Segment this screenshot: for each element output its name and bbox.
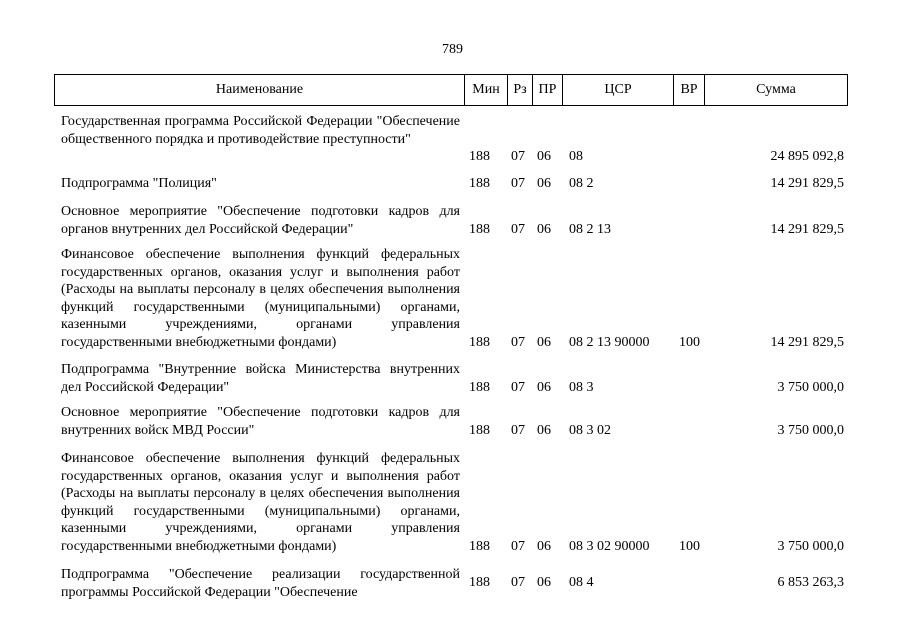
table-header — [54, 74, 848, 106]
row-name: Подпрограмма "Внутренние войска Министерства внутренних дел Российской Федерации" — [61, 362, 460, 395]
row-rz: 07 — [511, 538, 525, 554]
row-min: 188 — [469, 538, 490, 554]
row-min: 188 — [469, 575, 490, 590]
row-csr: 08 4 — [569, 575, 594, 590]
row-rz: 07 — [511, 176, 525, 191]
row-csr: 08 3 02 — [569, 422, 611, 438]
row-name: Финансовое обеспечение выполнения функций федеральных государственных органов, оказания услуг и выполнения работ (Расходы на выплаты персоналу в целях обеспечения выполнения функций государственными (муниципальными) органами, казенными учреждениями, органами управления государственными внебюджетными фондами) — [61, 451, 460, 554]
page-number: 789 — [442, 42, 463, 57]
row-csr: 08 2 — [569, 176, 594, 191]
row-sum: 3 750 000,0 — [777, 538, 844, 554]
header-name: Наименование — [55, 75, 465, 105]
row-pr: 06 — [537, 334, 551, 350]
row-rz: 07 — [511, 221, 525, 237]
row-name: Основное мероприятие "Обеспечение подготовки кадров для внутренних войск МВД России" — [61, 405, 460, 438]
row-sum: 14 291 829,5 — [770, 221, 844, 237]
row-sum: 14 291 829,5 — [770, 176, 844, 191]
row-min: 188 — [469, 221, 490, 237]
header-vr: ВР — [674, 75, 705, 105]
row-rz: 07 — [511, 575, 525, 590]
row-sum: 14 291 829,5 — [770, 334, 844, 350]
row-rz: 07 — [511, 422, 525, 438]
row-csr: 08 3 02 90000 — [569, 538, 650, 554]
row-min: 188 — [469, 149, 490, 164]
header-sum: Сумма — [756, 82, 796, 97]
row-pr: 06 — [537, 379, 551, 395]
header-rz: Рз — [508, 75, 533, 105]
row-name: Государственная программа Российской Федерации "Обеспечение общественного порядка и противодействие преступности" — [61, 114, 460, 147]
row-name: Подпрограмма "Обеспечение реализации государственной программы Российской Федерации "Обеспечение — [61, 567, 460, 600]
row-pr: 06 — [537, 149, 551, 164]
row-name: Финансовое обеспечение выполнения функций федеральных государственных органов, оказания услуг и выполнения работ (Расходы на выплаты персоналу в целях обеспечения выполнения функций государственными (муниципальными) органами, казенными учреждениями, органами управления государственными внебюджетными фондами) — [61, 247, 460, 350]
header-min: Мин — [465, 75, 508, 105]
row-min: 188 — [469, 422, 490, 438]
row-name: Основное мероприятие "Обеспечение подготовки кадров для органов внутренних дел Российской Федерации" — [61, 204, 460, 237]
row-pr: 06 — [537, 575, 551, 590]
row-min: 188 — [469, 379, 490, 395]
row-csr: 08 — [569, 149, 583, 164]
row-pr: 06 — [537, 538, 551, 554]
row-rz: 07 — [511, 334, 525, 350]
row-pr: 06 — [537, 221, 551, 237]
row-min: 188 — [469, 176, 490, 191]
row-rz: 07 — [511, 149, 525, 164]
row-csr: 08 2 13 90000 — [569, 334, 650, 350]
row-csr: 08 2 13 — [569, 221, 611, 237]
row-sum: 3 750 000,0 — [777, 379, 844, 395]
row-sum: 24 895 092,8 — [770, 149, 844, 164]
row-name: Подпрограмма "Полиция" — [61, 176, 217, 191]
row-sum: 6 853 263,3 — [777, 575, 844, 590]
header-pr: ПР — [533, 75, 563, 105]
row-vr: 100 — [679, 538, 700, 554]
row-sum: 3 750 000,0 — [777, 422, 844, 438]
header-csr: ЦСР — [563, 75, 674, 105]
row-pr: 06 — [537, 176, 551, 191]
row-rz: 07 — [511, 379, 525, 395]
row-vr: 100 — [679, 334, 700, 350]
row-csr: 08 3 — [569, 379, 594, 395]
row-pr: 06 — [537, 422, 551, 438]
row-min: 188 — [469, 334, 490, 350]
